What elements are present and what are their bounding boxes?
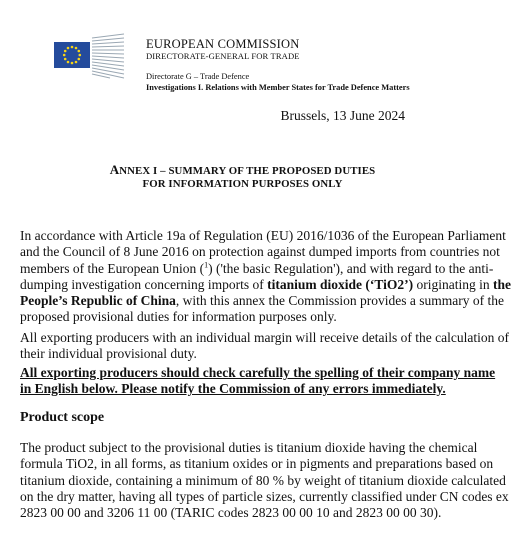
directorate-general: DIRECTORATE-GENERAL FOR TRADE bbox=[146, 51, 300, 61]
text-line: formula TiO2, in all forms, as titanium oxides or in pigments and preparations based on bbox=[20, 456, 494, 472]
text-fragment: members of the European Union ( bbox=[20, 260, 205, 276]
text-line: proposed provisional duties for information purposes only. bbox=[20, 309, 337, 325]
spelling-notice bbox=[20, 365, 496, 398]
letterhead bbox=[146, 38, 410, 93]
annex-title-line-2: FOR INFORMATION PURPOSES ONLY bbox=[142, 178, 343, 190]
product-name: titanium dioxide (‘TiO2’) bbox=[267, 276, 414, 292]
product-scope-paragraph bbox=[20, 440, 509, 521]
text-line bbox=[20, 260, 494, 277]
text-line: their individual provisional duty. bbox=[20, 346, 197, 362]
text-line: 2823 00 00 and 3206 11 00 (TARIC codes 2823 00 00 10 and 2823 00 00 30). bbox=[20, 505, 442, 521]
text-line: The product subject to the provisional duties is titanium dioxide having the chemical bbox=[20, 440, 478, 455]
text-line: In accordance with Article 19a of Regulation (EU) 2016/1036 of the European Parliament bbox=[20, 228, 506, 243]
date-line: Brussels, 13 June 2024 bbox=[280, 108, 405, 123]
annex-title-rest: NNEX I – SUMMARY OF THE PROPOSED DUTIES bbox=[119, 165, 376, 177]
text-line bbox=[20, 293, 504, 309]
intro-paragraph bbox=[20, 228, 511, 326]
organisation-name: EUROPEAN COMMISSION bbox=[146, 37, 300, 51]
unit-name: Investigations I. Relations with Member States for Trade Defence Matters bbox=[146, 83, 410, 92]
text-fragment: ) ('the basic Regulation'), and with regard to the anti- bbox=[208, 260, 494, 276]
text-fragment: , with this annex the Commission provides a summary of the bbox=[175, 293, 504, 309]
country-name: People’s Republic of China bbox=[20, 293, 176, 309]
text-line: in English below. Please notify the Commission of any errors immediately. bbox=[20, 381, 446, 397]
exporting-producers-paragraph bbox=[20, 330, 509, 363]
building-lines bbox=[92, 34, 124, 78]
country-name-start: the bbox=[492, 276, 511, 292]
footnote-reference[interactable]: 1 bbox=[204, 260, 209, 270]
section-heading-product-scope: Product scope bbox=[20, 410, 105, 425]
directorate: Directorate G – Trade Defence bbox=[146, 72, 250, 81]
text-line: All exporting producers with an individual margin will receive details of the calculation of bbox=[20, 330, 509, 345]
text-line: titanium dioxide, containing a minimum of 80 % by weight of titanium dioxide calculated bbox=[20, 472, 506, 488]
text-fragment: dumping investigation concerning imports of bbox=[20, 276, 268, 292]
text-line: All exporting producers should check carefully the spelling of their company name bbox=[20, 365, 496, 380]
european-commission-logo bbox=[50, 32, 128, 82]
text-fragment: originating in bbox=[413, 276, 493, 292]
text-line: and the Council of 8 June 2016 on protection against dumped imports from countries not bbox=[20, 244, 500, 260]
text-line: on the dry matter, having all types of particle sizes, currently classified under CN codes ex bbox=[20, 488, 509, 504]
annex-title-initial: A bbox=[109, 162, 120, 177]
text-line bbox=[20, 276, 511, 293]
